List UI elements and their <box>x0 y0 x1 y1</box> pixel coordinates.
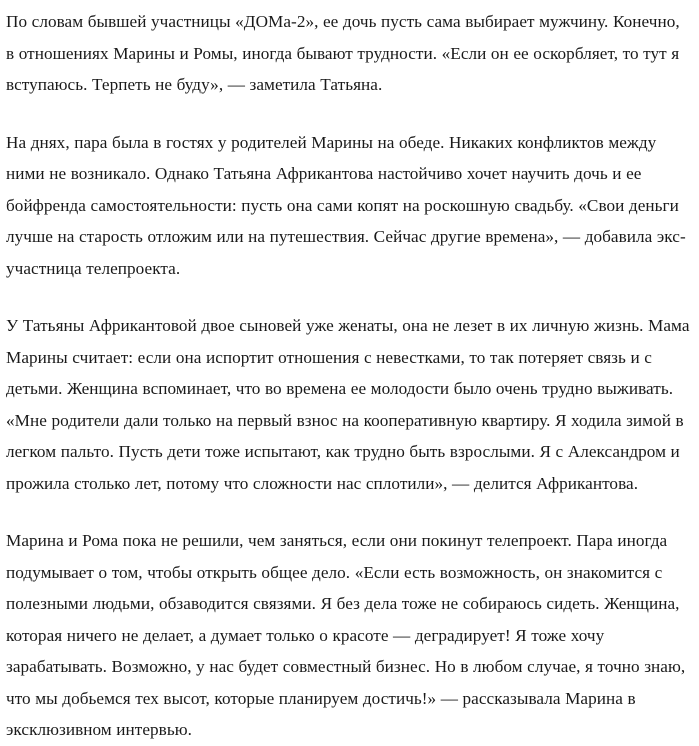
article-paragraph: На днях, пара была в гостях у родителей Марины на обеде. Никаких конфликтов между ними не возникало. Однако Татьяна Африкантова настойчиво хочет научить дочь и ее бойфренда самостоятельности: пусть она сами копят на роскошную свадьбу. «Свои деньги лучше на старость отложим или на путешествия. Сейчас другие времена», — добавила экс-участница телепроекта. <box>6 132 686 278</box>
article-paragraph: У Татьяны Африкантовой двое сыновей уже женаты, она не лезет в их личную жизнь. Мама Марины считает: если она испортит отношения с невестками, то так потеряет связь и с детьми. Женщина вспоминает, что во времена ее молодости было очень трудно выживать. «Мне родители дали только на первый взнос на кооперативную квартиру. Я ходила зимой в легком пальто. Пусть дети тоже испытают, как трудно быть взрослыми. Я с Александром и прожила столько лет, потому что сложности нас сплотили», — делится Африкантова. <box>6 316 690 493</box>
article-paragraph: Марина и Рома пока не решили, чем заняться, если они покинут телепроект. Пара иногда подумывает о том, чтобы открыть общее дело. «Если есть возможность, он знакомится с полезными людьми, обзаводится связями. Я без дела тоже не собираюсь сидеть. Женщина, которая ничего не делает, а думает только о красоте — деградирует! Я тоже хочу зарабатывать. Возможно, у нас будет совместный бизнес. Но в любом случае, я точно знаю, что мы добьемся тех высот, которые планируем достичь!» — рассказывала Марина в эксклюзивном интервью. <box>6 531 686 739</box>
article-paragraph: По словам бывшей участницы «ДОМа-2», ее дочь пусть сама выбирает мужчину. Конечно, в отношениях Марины и Ромы, иногда бывают трудности. «Если он ее оскорбляет, то тут я вступаюсь. Терпеть не буду», — заметила Татьяна. <box>6 12 680 94</box>
